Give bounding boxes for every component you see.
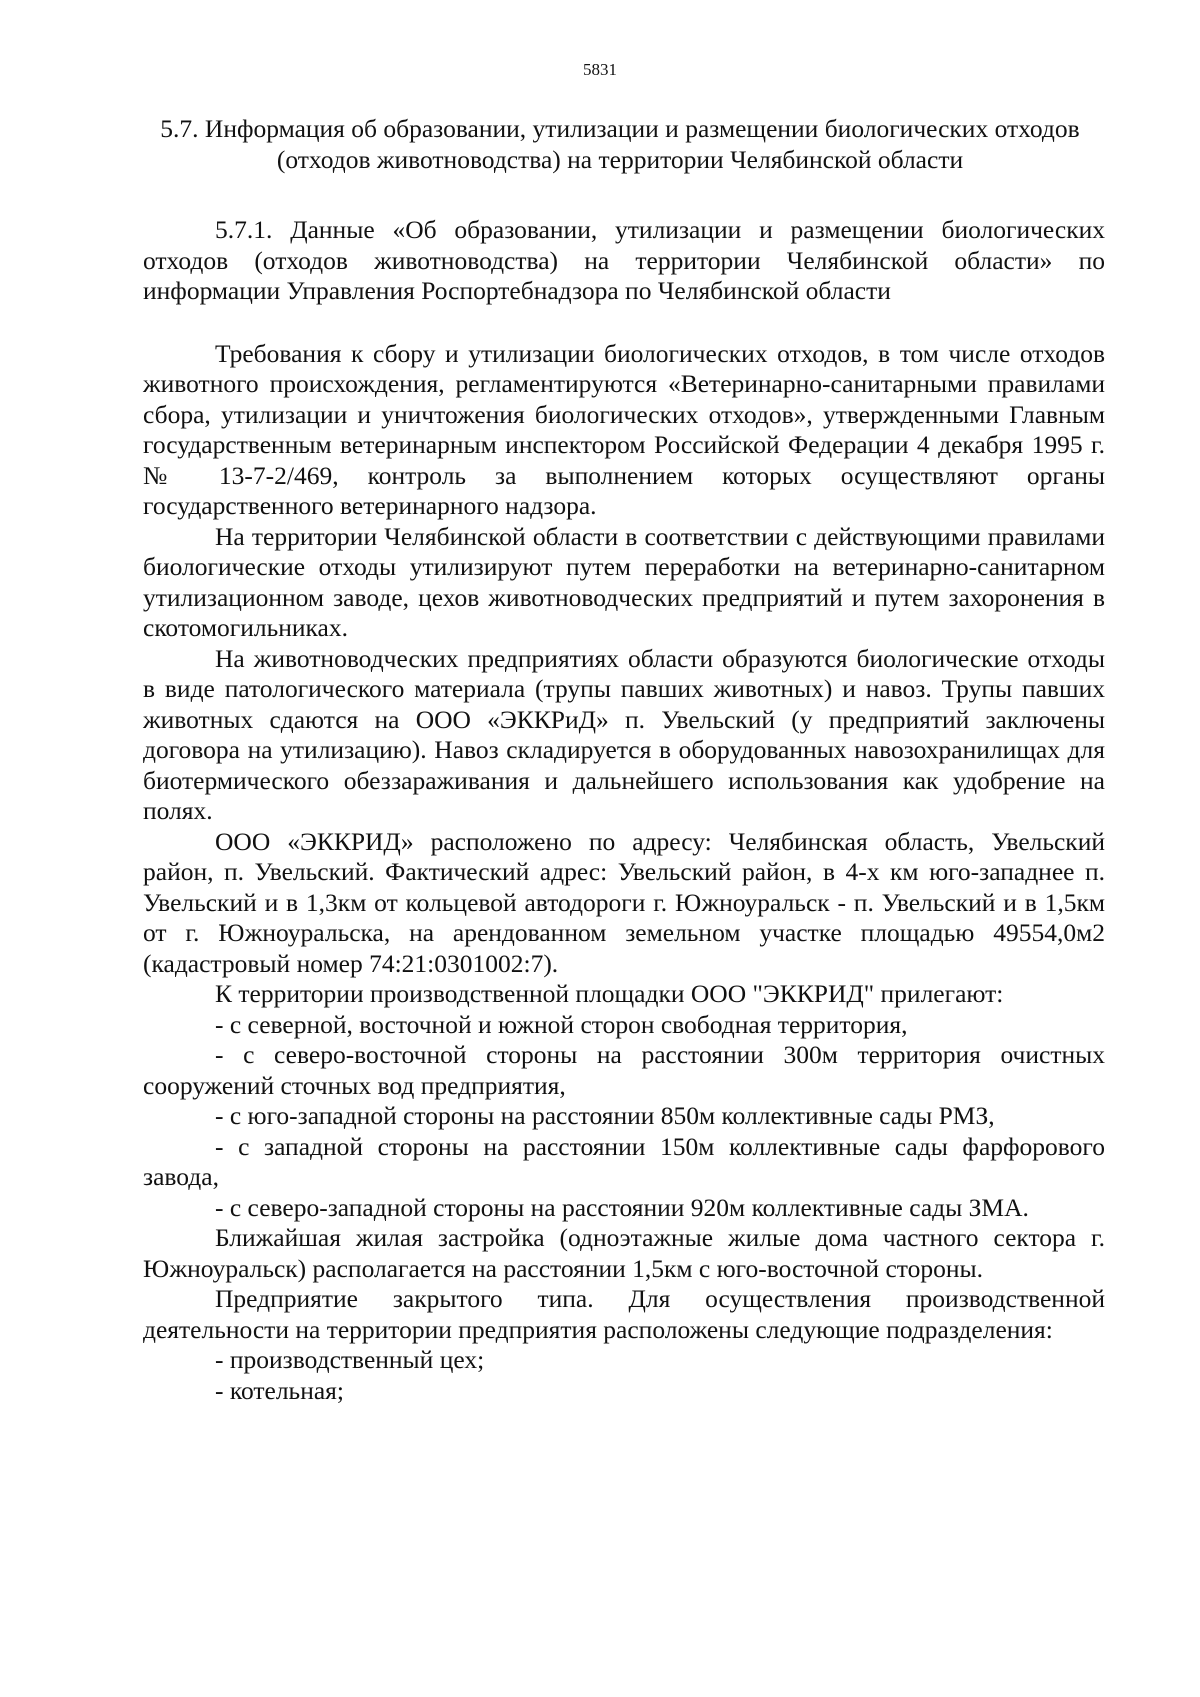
paragraph: Требования к сбору и утилизации биологических отходов, в том числе отходов животного происхождения, регламентируются «Ветеринарно-санитарными правилами сбора, утилизации и уничтожения биологических отходов», утвержденными Главным государственным ветеринарным инспектором Российской Федерации 4 декабря 1995 г. № 13-7-2/469, контроль за выполнением которых осуществляют органы государственного ветеринарного надзора. <box>143 338 1105 520</box>
paragraph: Предприятие закрытого типа. Для осуществления производственной деятельности на территории предприятия расположены следующие подразделения: <box>143 1284 1105 1344</box>
list-item: - с северо-западной стороны на расстоянии 920м коллективные сады ЗМА. <box>215 1192 1029 1222</box>
list-item: - производственный цех; <box>215 1345 485 1374</box>
paragraph: На территории Челябинской области в соответствии с действующими правилами биологические отходы утилизируют путем переработки на ветеринарно-санитарном утилизационном заводе, цехов животноводческих предприятий и путем захоронения в скотомогильниках. <box>143 521 1105 642</box>
page-number: 5831 <box>583 60 617 79</box>
document-body <box>143 215 1105 1406</box>
list-item: - котельная; <box>215 1375 344 1405</box>
paragraph: На животноводческих предприятиях области образуются биологические отходы в виде патологического материала (трупы павших животных) и навоз. Трупы павших животных сдаются на ООО «ЭККРиД» п. Увельский (у предприятий заключены договора на утилизацию). Навоз складируется в оборудованных навозохранилищах для биотермического обеззараживания и дальнейшего использования как удобрение на полях. <box>143 643 1105 825</box>
subsection-title: 5.7.1. Данные «Об образовании, утилизации и размещении биологических отходов (отходов животноводства) на территории Челябинской области» по информации Управления Роспортебнадзора по Челябинской области <box>143 215 1105 305</box>
paragraph: Ближайшая жилая застройка (одноэтажные жилые дома частного сектора г. Южноуральск) располагается на расстоянии 1,5км с юго-восточной стороны. <box>143 1223 1105 1283</box>
list-item: - с северной, восточной и южной сторон свободная территория, <box>215 1009 908 1039</box>
section-title: 5.7. Информация об образовании, утилизации и размещении биологических отходов (отходов животноводства) на территории Челябинской области <box>160 114 1080 174</box>
list-item: - с северо-восточной стороны на расстоянии 300м территория очистных сооружений сточных вод предприятия, <box>143 1040 1105 1100</box>
list-item: - с западной стороны на расстоянии 150м коллективные сады фарфорового завода, <box>143 1131 1105 1191</box>
paragraph: К территории производственной площадки ООО "ЭККРИД" прилегают: <box>215 979 1004 1008</box>
spacer <box>143 307 1105 339</box>
list-item: - с юго-западной стороны на расстоянии 850м коллективные сады РМЗ, <box>215 1101 995 1130</box>
paragraph: ООО «ЭККРИД» расположено по адресу: Челябинская область, Увельский район, п. Увельский. Фактический адрес: Увельский район, в 4-х км юго-западнее п. Увельский и в 1,3км от кольцевой автодороги г. Южноуральск - п. Увельский и в 1,5км от г. Южноуральска, на арендованном земельном участке площадью 49554,0м2 (кадастровый номер 74:21:0301002:7). <box>143 826 1105 978</box>
